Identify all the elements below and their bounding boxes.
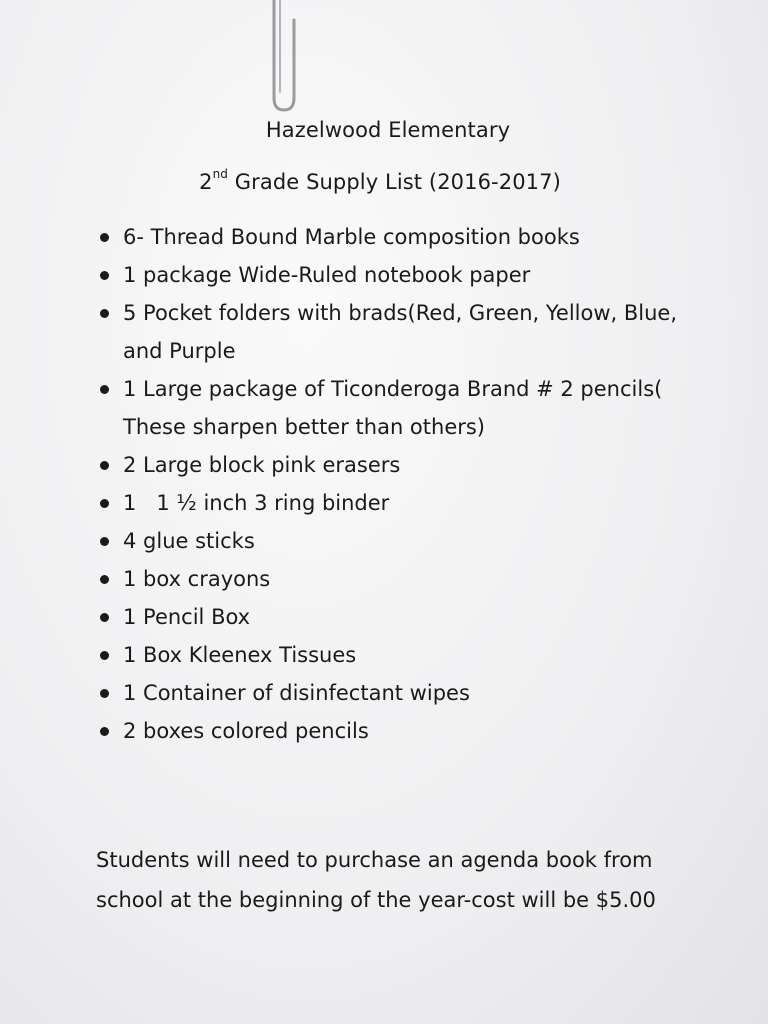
bullet-icon [100,575,109,584]
school-name: Hazelwood Elementary [265,118,511,142]
list-item: 5 Pocket folders with brads(Red, Green, Yellow, Blue, and Purple [100,294,740,370]
bullet-icon [100,537,109,546]
list-item: 1 Container of disinfectant wipes [100,674,740,712]
bullet-icon [100,499,109,508]
agenda-note-line2: school at the beginning of the year-cost will be $5.00 [96,888,656,912]
list-item: 1 1 ½ inch 3 ring binder [100,484,740,522]
list-title-text: Grade Supply List (2016-2017) [228,170,561,194]
bullet-icon [100,385,109,394]
bullet-icon [100,233,109,242]
bullet-icon [100,271,109,280]
list-item: 4 glue sticks [100,522,740,560]
list-item: 2 Large block pink erasers [100,446,740,484]
bullet-icon [100,613,109,622]
agenda-note-line1: Students will need to purchase an agenda book from [96,848,653,872]
list-item: 1 box crayons [100,560,740,598]
bullet-icon [100,689,109,698]
bullet-icon [100,309,109,318]
agenda-note [96,840,736,920]
list-item: 1 Box Kleenex Tissues [100,636,740,674]
list-item: 1 Large package of Ticonderoga Brand # 2 pencils( These sharpen better than others) [100,370,740,446]
bullet-icon [100,727,109,736]
supply-list [100,218,740,750]
paperclip-icon [262,0,302,118]
list-item: 1 package Wide-Ruled notebook paper [100,256,740,294]
list-item: 2 boxes colored pencils [100,712,740,750]
bullet-icon [100,651,109,660]
grade-number: 2 [199,170,213,194]
bullet-icon [100,461,109,470]
grade-suffix: nd [212,167,229,181]
list-item: 1 Pencil Box [100,598,740,636]
list-title [0,167,764,194]
list-item: 6- Thread Bound Marble composition books [100,218,740,256]
